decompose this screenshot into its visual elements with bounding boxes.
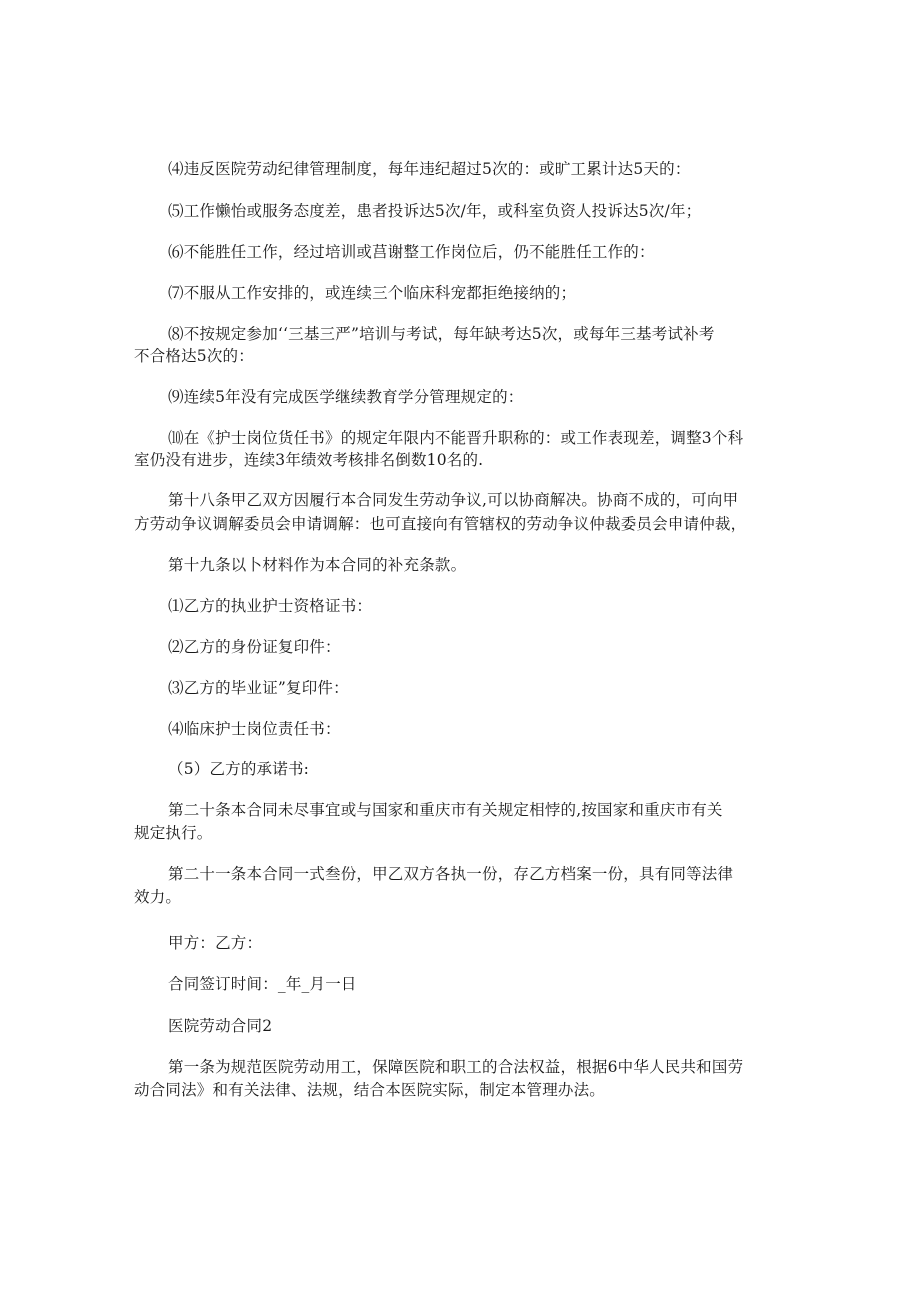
- supplement-item-4: ⑷临床护士岗位责任书：: [168, 720, 341, 738]
- article-21-line2: 效力。: [134, 888, 182, 906]
- article-20-line1: 第二十条本合同未尽事宜或与国家和重庆市有关规定相悖的,按国家和重庆市有关: [168, 801, 723, 819]
- section-title: 医院劳动合同2: [168, 1017, 273, 1035]
- article-21-line1: 第二十一条本合同一式叁份，甲乙双方各执一份，存乙方档案一份，具有同等法律: [168, 865, 734, 883]
- clause-item-9: ⑼连续5年没有完成医学继续教育学分管理规定的：: [168, 388, 524, 406]
- article-18-line2: 方劳动争议调解委员会申请调解：也可直接向有管辖权的劳动争议仲裁委员会申请仲裁，: [134, 515, 747, 533]
- clause-item-8-line1: ⑻不按规定参加‘‘三基三严”培训与考试，每年缺考达5次，或每年三基考试补考: [168, 325, 715, 343]
- supplement-item-3: ⑶乙方的毕业证”复印件：: [168, 679, 349, 697]
- clause-item-5: ⑸工作懒怡或服务态度差，患者投诉达5次/年，或科室负资人投诉达5次/年；: [168, 202, 702, 220]
- clause-item-7: ⑺不服从工作安排的，或连续三个临床科宠都拒绝接纳的；: [168, 284, 577, 302]
- article-1-line2: 动合同法》和有关法律、法规，结合本医院实际，制定本管理办法。: [134, 1081, 606, 1099]
- supplement-item-5: （5）乙方的承诺书:: [168, 760, 310, 778]
- party-signatures: 甲方：乙方：: [168, 934, 263, 952]
- supplement-item-1: ⑴乙方的执业护士资格证书：: [168, 597, 373, 615]
- article-20-line2: 规定执行。: [134, 824, 213, 842]
- article-18-line1: 第十八条甲乙双方因履行本合同发生劳动争议,可以协商解决。协商不成的，可向甲: [168, 491, 739, 509]
- article-19: 第十九条以卜材料作为本合同的补充条款。: [168, 556, 467, 574]
- article-1-line1: 第一条为规范医院劳动用工，保障医院和职工的合法权益，根据6中华人民共和国劳: [168, 1058, 744, 1076]
- supplement-item-2: ⑵乙方的身份证复印件：: [168, 638, 341, 656]
- clause-item-10-line1: ⑽在《护士岗位货任书》的规定年限内不能晋升职称的：或工作表现差，调整3个科: [168, 429, 744, 447]
- clause-item-10-line2: 室仍没有进步，连续3年绩效考核排名倒数10名的.: [134, 451, 484, 469]
- clause-item-6: ⑹不能胜任工作，经过培训或莒谢整工作岗位后，仍不能胜任工作的：: [168, 243, 655, 261]
- clause-item-4: ⑷违反医院劳动纪律管理制度，每年违纪超过5次的：或旷工累计达5天的：: [168, 160, 691, 178]
- clause-item-8-line2: 不合格达5次的：: [134, 347, 254, 365]
- signing-date: 合同签订时间：_年_月一日: [168, 975, 357, 993]
